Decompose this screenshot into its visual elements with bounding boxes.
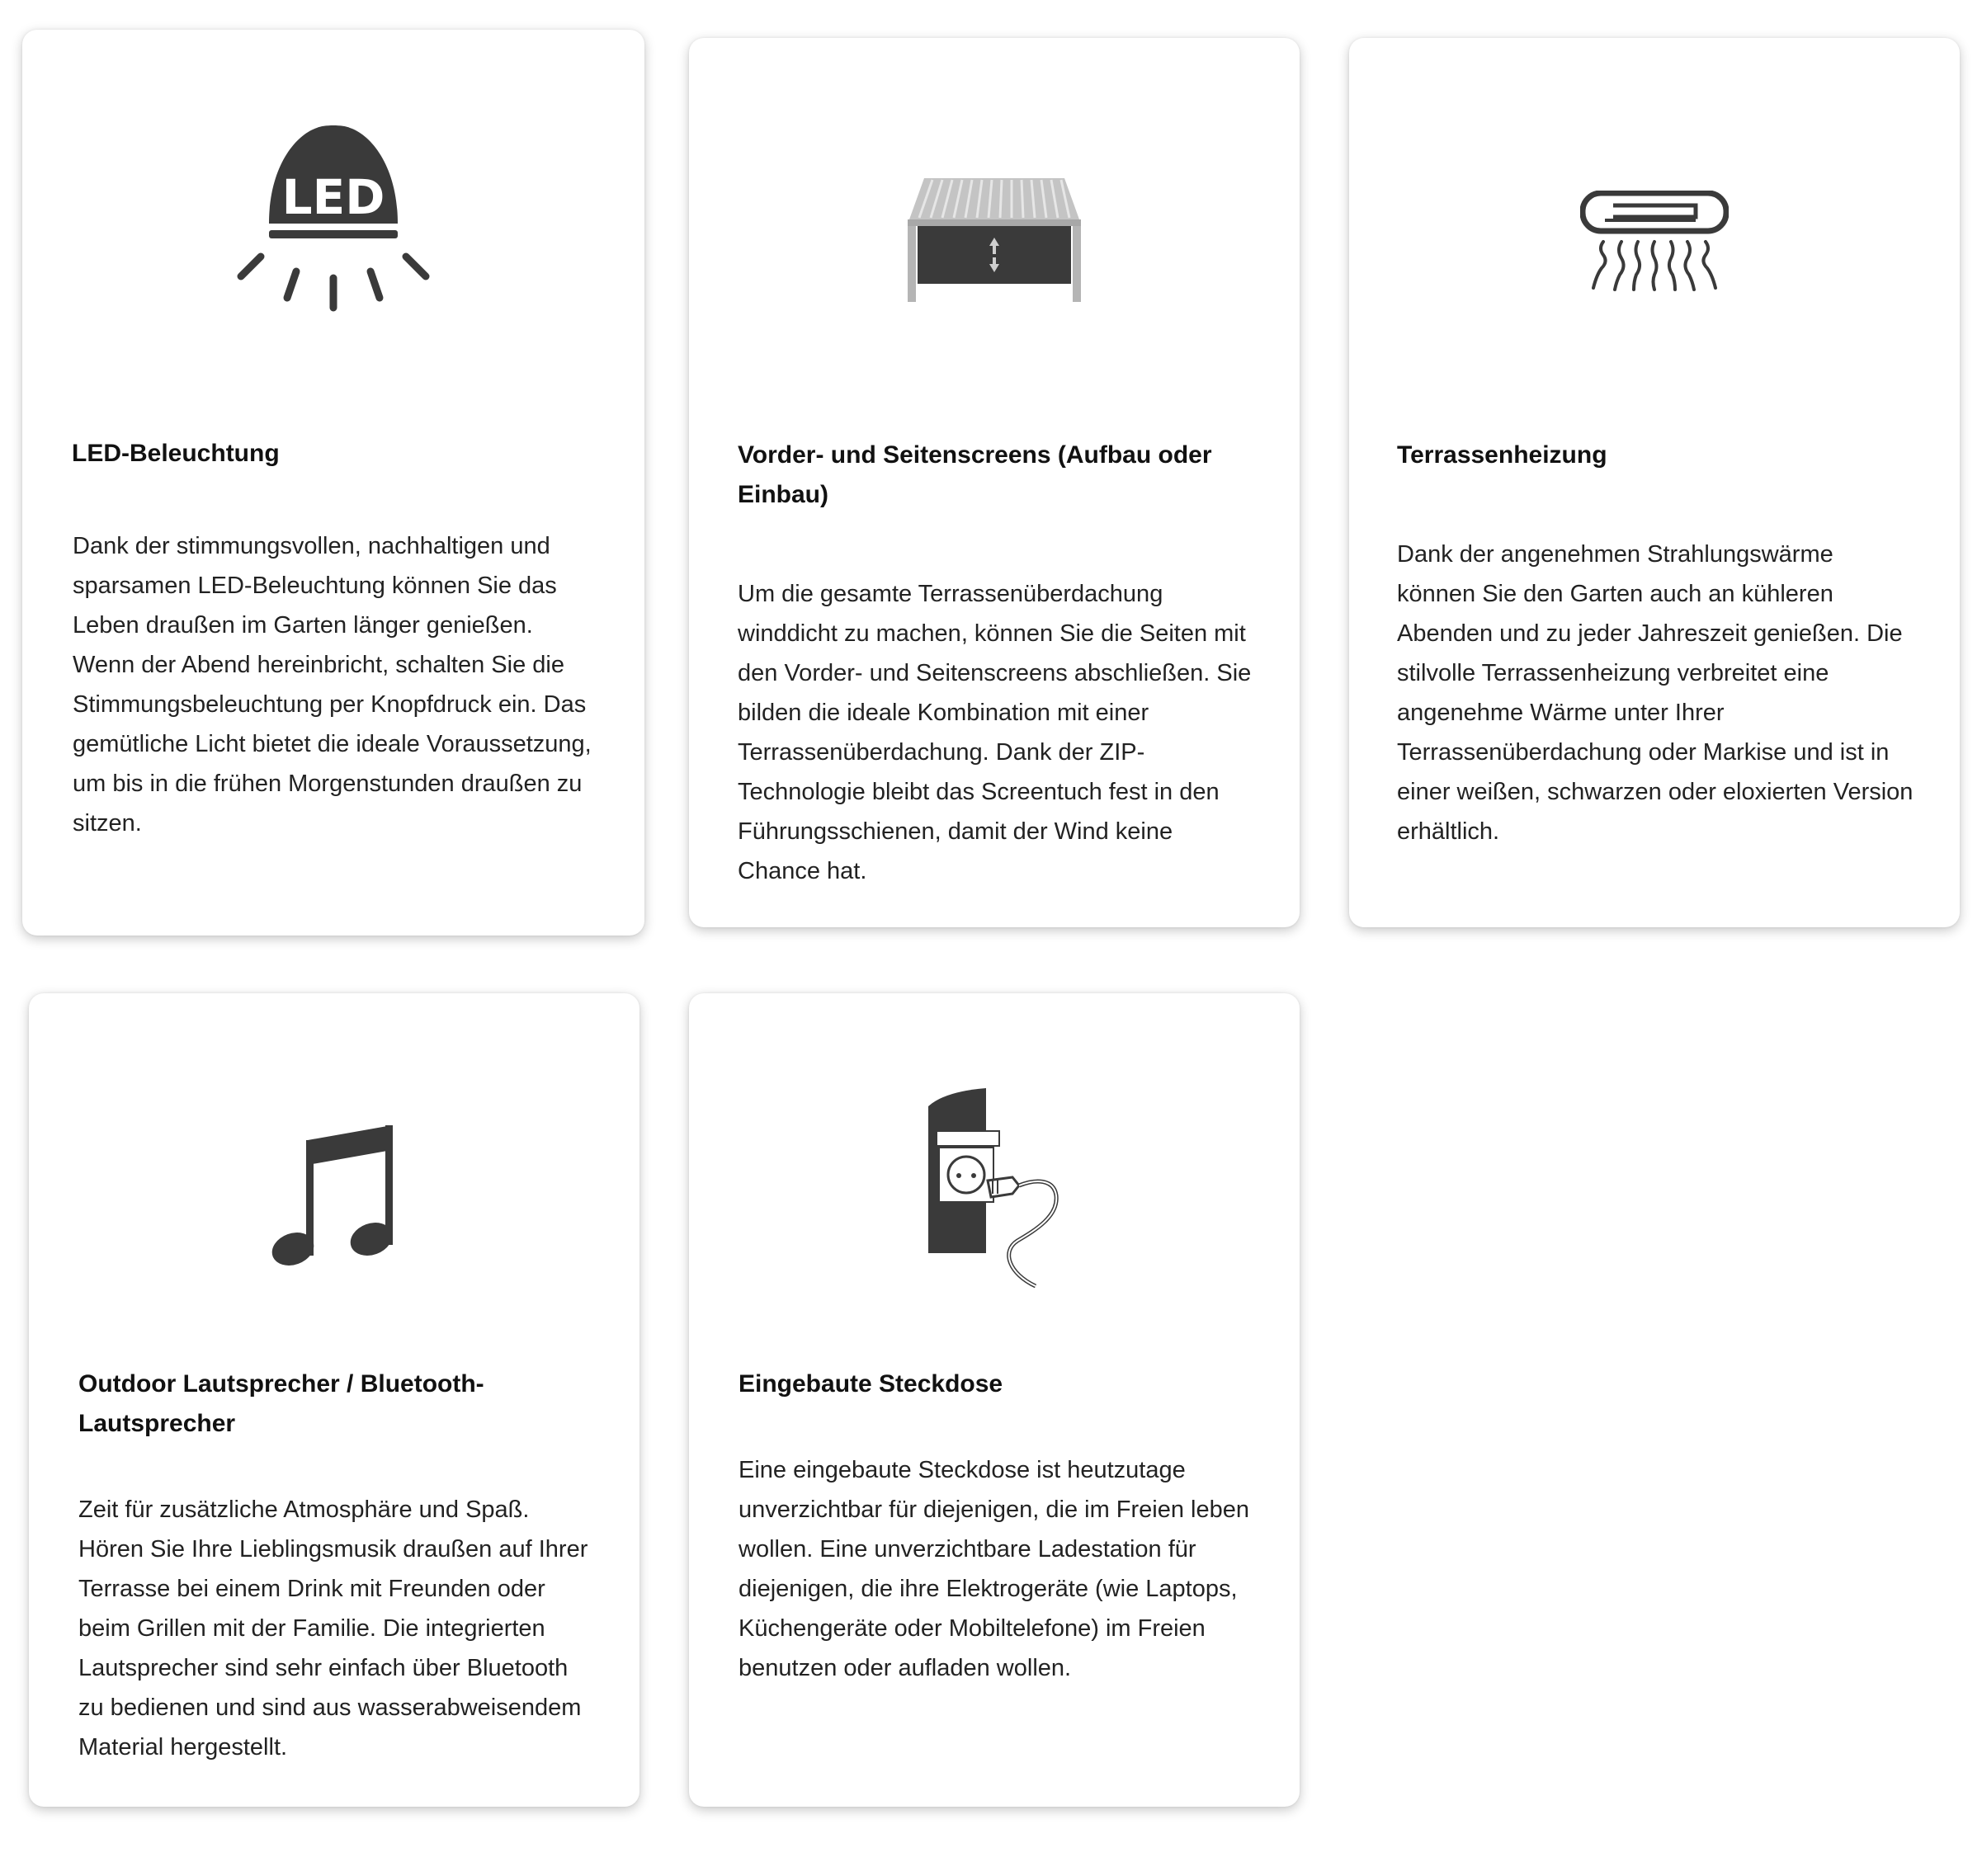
feature-card-speakers — [29, 993, 639, 1807]
card-title: Vorder- und Seitenscreens (Aufbau oder Einbau) — [738, 441, 1212, 508]
card-description: Dank der stimmungsvollen, nachhaltigen und sparsamen LED-Beleuchtung können Sie das Leben draußen im Garten länger genießen. Wenn der Abend hereinbricht, schalten Sie die Stimmungsbeleuchtung per Knopfdruck ein. Das gemütliche Licht bietet die ideale Voraussetzung, um bis in die frühen Morgenstunden draußen zu sitzen. — [73, 533, 592, 837]
card-title: LED-Beleuchtung — [72, 440, 280, 467]
power-outlet-icon — [689, 1088, 1300, 1290]
svg-text:LED: LED — [281, 169, 385, 225]
screen-roof-icon — [689, 178, 1300, 302]
feature-card-led — [22, 30, 644, 936]
card-title: Terrassenheizung — [1397, 441, 1607, 469]
feature-card-outlet — [689, 993, 1300, 1807]
heater-icon — [1349, 191, 1960, 294]
music-note-icon — [29, 1125, 639, 1266]
card-title: Eingebaute Steckdose — [739, 1370, 1003, 1398]
card-title: Outdoor Lautsprecher / Bluetooth-Lautsprecher — [78, 1370, 484, 1437]
led-lamp-icon — [22, 116, 644, 318]
feature-card-heater — [1349, 38, 1960, 927]
card-description: Eine eingebaute Steckdose ist heutzutage unverzichtbar für diejenigen, die im Freien leben wollen. Eine unverzichtbare Ladestation für diejenigen, die ihre Elektrogeräte (wie Laptops, Küchengeräte oder Mobiltelefone) im Freien benutzen oder aufladen wollen. — [739, 1457, 1250, 1681]
card-description: Zeit für zusätzliche Atmosphäre und Spaß. Hören Sie Ihre Lieblingsmusik draußen auf Ihrer Terrasse bei einem Drink mit Freunden oder beim Grillen mit der Familie. Die integrierten Lautsprecher sind sehr einfach über Bluetooth zu bedienen und sind aus wasserabweisendem Material hergestellt. — [78, 1497, 588, 1761]
card-description: Um die gesamte Terrassenüberdachung winddicht zu machen, können Sie die Seiten mit den Vorder- und Seitenscreens abschließen. Sie bilden die ideale Kombination mit einer Terrassenüberdachung. Dank der ZIP-Technologie bleibt das Screentuch fest in den Führungsschienen, damit der Wind keine Chance hat. — [738, 581, 1252, 884]
feature-card-screens — [689, 38, 1300, 927]
card-description: Dank der angenehmen Strahlungswärme können Sie den Garten auch an kühleren Abenden und zu jeder Jahreszeit genießen. Die stilvolle Terrassenheizung verbreitet eine angenehme Wärme unter Ihrer Terrassenüberdachung oder Markise und ist in einer weißen, schwarzen oder eloxierten Version erhältlich. — [1397, 541, 1914, 845]
